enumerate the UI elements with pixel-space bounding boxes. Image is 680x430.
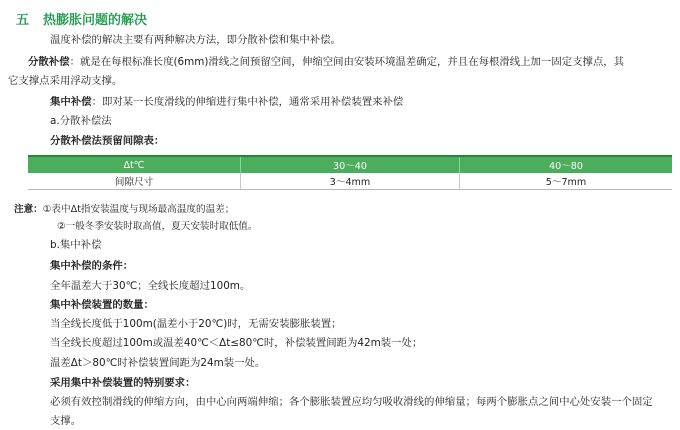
dispersed-text: ：就是在每根标准长度(6mm)滑线之间预留空间，伸缩空间由安装环境温差确定，并且在每根滑线上加一固定支撑点，其 [69, 56, 625, 68]
conditions-text: 全年温差大于30℃；全线长度超过100m。 [50, 280, 251, 292]
dispersed-paragraph-line1 [28, 55, 624, 69]
quantity-line-1: 当全线长度低于100m(温差小于20℃)时，无需安装膨胀装置； [50, 318, 342, 330]
note-1: ①表中Δt指安装温度与现场最高温度的温差； [42, 204, 235, 215]
conditions-title: 集中补偿的条件： [50, 260, 134, 272]
centralized-paragraph [50, 95, 403, 109]
requirements-title: 采用集中补偿装置的特别要求： [50, 377, 196, 389]
centralized-label: 集中补偿 [50, 96, 92, 108]
quantity-line-2: 当全线长度超过100m或温差40℃＜Δt≤80℃时，补偿装置间距为42m装一处； [50, 337, 423, 349]
table-header-cell: Δt℃ [28, 157, 241, 173]
table-row [28, 173, 672, 190]
dispersed-label: 分散补偿 [28, 56, 70, 68]
note-2: ②一般冬季安装时取高值，夏天安装时取低值。 [57, 221, 258, 232]
heading-number: 五 [16, 13, 30, 28]
gap-table [28, 157, 672, 190]
note-line-1 [14, 203, 234, 217]
table-header-cell: 30～40 [241, 157, 460, 173]
section-b-title: b.集中补偿 [50, 239, 102, 251]
note-label: 注意： [14, 204, 43, 215]
table-cell: 5～7mm [460, 173, 673, 190]
centralized-text: ：即对某一长度滑线的伸缩进行集中补偿，通常采用补偿装置来补偿 [91, 96, 404, 108]
requirements-line-2: 支撑。 [50, 415, 82, 427]
table-header-row [28, 157, 672, 173]
table-header-cell: 40～80 [460, 157, 673, 173]
quantity-title: 集中补偿装置的数量： [50, 299, 154, 311]
requirements-line-1: 必须有效控制滑线的伸缩方向，由中心向两端伸缩；各个膨胀装置应均匀吸收滑线的伸缩量；每两个膨胀点之间中心处安装一个固定 [50, 396, 653, 408]
intro-paragraph: 温度补偿的解决主要有两种解决方法，即分散补偿和集中补偿。 [50, 34, 341, 46]
quantity-line-3: 温差Δt＞80℃时补偿装置间距为24m装一处。 [50, 357, 266, 369]
section-a-title: a.分散补偿法 [50, 115, 112, 127]
table-cell: 间隙尺寸 [28, 173, 241, 190]
table-cell: 3～4mm [241, 173, 460, 190]
dispersed-paragraph-line2: 它支撑点采用浮动支撑。 [8, 75, 123, 87]
gap-table-title: 分散补偿法预留间隙表： [50, 135, 165, 147]
heading-title: 热膨胀问题的解决 [43, 13, 148, 28]
section-heading [16, 9, 147, 28]
